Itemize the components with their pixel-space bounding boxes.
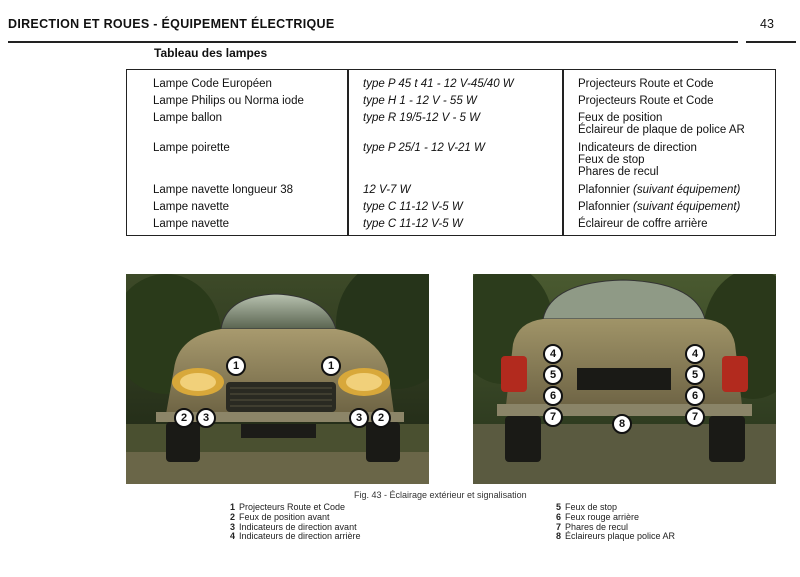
table-cell-use: Éclaireur de coffre arrière <box>578 218 708 230</box>
callout-badge-8: 8 <box>612 414 632 434</box>
table-cell-use: Éclaireur de plaque de police AR <box>578 124 745 136</box>
table-cell-type: type P 45 t 41 - 12 V-45/40 W <box>363 78 514 90</box>
front-car-illustration <box>126 274 429 484</box>
table-cell-type: type C 11-12 V-5 W <box>363 201 463 213</box>
page-number: 43 <box>760 17 774 31</box>
rear-car-illustration <box>473 274 776 484</box>
lamp-table <box>126 69 776 236</box>
table-cell-use: Projecteurs Route et Code <box>578 95 714 107</box>
table-cell-lamp: Lampe Philips ou Norma iode <box>153 95 304 107</box>
table-cell-use <box>578 201 740 214</box>
figure-legend-right <box>556 503 675 542</box>
front-car-photo <box>126 274 429 484</box>
callout-badge-3: 3 <box>196 408 216 428</box>
callout-badge-1: 1 <box>321 356 341 376</box>
table-title: Tableau des lampes <box>154 46 268 60</box>
table-cell-lamp: Lampe poirette <box>153 142 230 154</box>
callout-badge-7: 7 <box>685 407 705 427</box>
table-cell-type: type C 11-12 V-5 W <box>363 218 463 230</box>
table-cell-use: Feux de stop <box>578 154 645 166</box>
table-cell-use-main: Plafonnier <box>578 184 630 196</box>
callout-badge-6: 6 <box>543 386 563 406</box>
figure-caption: Fig. 43 - Éclairage extérieur et signalisation <box>354 490 527 500</box>
legend-item: 3 Indicateurs de direction avant <box>230 521 357 532</box>
legend-item: 8 Éclaireurs plaque police AR <box>556 531 676 542</box>
callout-badge-7: 7 <box>543 407 563 427</box>
header-rule <box>8 41 738 43</box>
table-divider <box>347 70 349 235</box>
legend-item: 1 Projecteurs Route et Code <box>230 502 346 512</box>
table-cell-lamp: Lampe navette <box>153 218 230 230</box>
figure-legend-left <box>230 503 361 542</box>
table-cell-type: type P 25/1 - 12 V-21 W <box>363 142 485 154</box>
legend-item: 2 Feux de position avant <box>230 511 330 522</box>
callout-badge-6: 6 <box>685 386 705 406</box>
callout-badge-4: 4 <box>685 344 705 364</box>
callout-badge-4: 4 <box>543 344 563 364</box>
legend-item: 6 Feux rouge arrière <box>556 511 640 522</box>
legend-item: 5 Feux de stop <box>556 502 618 512</box>
table-cell-type: type R 19/5-12 V - 5 W <box>363 112 480 124</box>
table-cell-use-note: (suivant équipement) <box>633 201 741 213</box>
table-cell-use-main: Plafonnier <box>578 201 630 213</box>
rear-car-photo <box>473 274 776 484</box>
table-cell-use: Projecteurs Route et Code <box>578 78 714 90</box>
callout-badge-2: 2 <box>174 408 194 428</box>
callout-badge-5: 5 <box>685 365 705 385</box>
table-cell-use-note: (suivant équipement) <box>633 184 741 196</box>
table-divider <box>562 70 564 235</box>
page-header-title: DIRECTION ET ROUES - ÉQUIPEMENT ÉLECTRIQUE <box>8 17 335 31</box>
table-cell-use <box>578 184 740 197</box>
table-cell-lamp: Lampe ballon <box>153 112 223 124</box>
table-cell-lamp: Lampe navette <box>153 201 230 213</box>
table-cell-type: 12 V-7 W <box>363 184 411 196</box>
table-cell-use: Indicateurs de direction <box>578 142 697 154</box>
callout-badge-1: 1 <box>226 356 246 376</box>
legend-item: 7 Phares de recul <box>556 521 629 532</box>
table-cell-use: Phares de recul <box>578 166 659 178</box>
header-rule-short <box>746 41 796 43</box>
callout-badge-5: 5 <box>543 365 563 385</box>
legend-item: 4 Indicateurs de direction arrière <box>230 531 361 542</box>
table-cell-lamp: Lampe navette longueur 38 <box>153 184 294 196</box>
table-cell-lamp: Lampe Code Européen <box>153 78 272 90</box>
callout-badge-3: 3 <box>349 408 369 428</box>
callout-badge-2: 2 <box>371 408 391 428</box>
table-cell-type: type H 1 - 12 V - 55 W <box>363 95 477 107</box>
table-cell-use: Feux de position <box>578 112 663 124</box>
